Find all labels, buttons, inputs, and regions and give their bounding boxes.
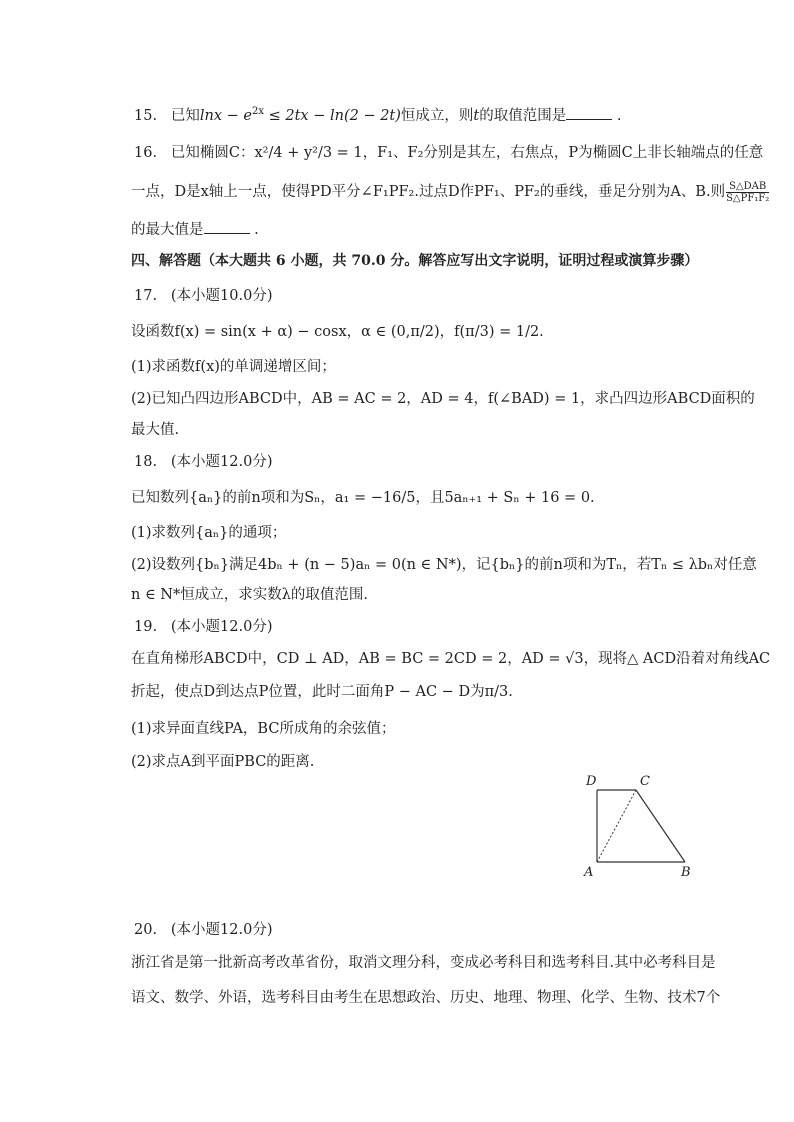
q18-header [134,450,273,471]
q15-formula-rest: ≤ 2tx − ln(2 − 2t) [264,108,401,124]
q15-line [134,104,621,125]
q16-text-1: 已知椭圆C：x²/4 + y²/3 = 1，F₁、F₂分别是其左，右焦点，P为椭圆C上非长轴端点的任意 [170,145,764,161]
label-b: B [681,865,691,880]
q18-part1: (1)求数列{aₙ}的通项； [131,525,287,541]
answer-blank [566,107,612,120]
question-number: 19. [134,619,158,635]
question-number: 15. [134,108,158,124]
label-a: A [584,865,594,880]
q17-part2a: (2)已知凸四边形ABCD中，AB = AC = 2，AD = 4，f(∠BAD) = 1，求凸四边形ABCD面积的 [131,391,755,407]
fraction-numerator: S△DAB [726,181,769,193]
q16-text-2: 一点，D是x轴上一点，使得PD平分∠F₁PF₂.过点D作PF₁、PF₂的垂线，垂足分别为A、B.则 [131,184,726,200]
q16-line2 [131,180,770,204]
fraction-denominator: S△PF₁F₂ [726,192,770,204]
trapezoid-figure [578,766,708,881]
q16-text-3: 的最大值是 [131,222,204,238]
q17-part2b: 最大值. [131,422,180,438]
q16-line1 [134,141,763,162]
q20-header [134,918,273,939]
question-number: 16. [134,145,158,161]
q15-var: t [473,108,480,124]
question-number: 17. [134,288,158,304]
q15-text-pre: 已知 [170,108,200,124]
q16-end: . [249,222,259,238]
q18-part2a: (2)设数列{bₙ}满足4bₙ + (n − 5)aₙ = 0(n ∈ N*)，记{bₙ}的前n项和为Tₙ，若Tₙ ≤ λbₙ对任意 [131,557,757,573]
q19-stem1: 在直角梯形ABCD中，CD ⊥ AD，AB = BC = 2CD = 2，AD = √3，现将△ ACD沿着对角线AC [131,651,771,667]
label-d: D [586,774,597,789]
label-c: C [640,774,650,789]
q20-line1: 浙江省是第一批新高考改革省份，取消文理分科，变成必考科目和选考科目.其中必考科目是 [131,955,716,971]
q18-stem: 已知数列{aₙ}的前n项和为Sₙ，a₁ = −16/5，且5aₙ₊₁ + Sₙ + 16 = 0. [131,490,595,506]
answer-blank [204,221,250,234]
q17-part1: (1)求函数f(x)的单调递增区间； [131,359,336,375]
q15-end: . [612,108,622,124]
question-number: 20. [134,922,158,938]
q17-stem: 设函数f(x) = sin(x + α) − cosx，α ∈ (0,π/2)，f(π/3) = 1/2. [131,324,544,340]
q18-part2b: n ∈ N*恒成立，求实数λ的取值范围. [131,587,369,603]
question-tag: (本小题12.0分) [170,454,273,470]
q16-fraction [726,181,769,204]
q15-text-post: 的取值范围是 [479,108,567,124]
edge-cb [636,790,685,862]
q15-text-mid: 恒成立，则 [400,108,474,124]
q19-stem2: 折起，使点D到达点P位置，此时二面角P − AC − D为π/3. [131,684,513,700]
q19-header [134,615,273,636]
question-tag: (本小题12.0分) [170,619,273,635]
q17-header [134,284,273,305]
question-number: 18. [134,454,158,470]
question-tag: (本小题10.0分) [170,288,273,304]
q19-part2: (2)求点A到平面PBC的距离. [131,754,315,770]
diagonal-ac [597,790,636,862]
section-heading: 四、解答题（本大题共 6 小题，共 70.0 分。解答应写出文字说明，证明过程或演算步骤） [131,253,699,269]
q20-line2: 语文、数学、外语，选考科目由考生在思想政治、历史、地理、物理、化学、生物、技术7个 [131,990,721,1006]
q15-formula: lnx − e [199,108,252,124]
q19-part1: (1)求异面直线PA，BC所成角的余弦值； [131,721,396,737]
q16-line3 [131,218,259,239]
q15-formula-sup: 2x [252,106,265,118]
question-tag: (本小题12.0分) [170,922,273,938]
